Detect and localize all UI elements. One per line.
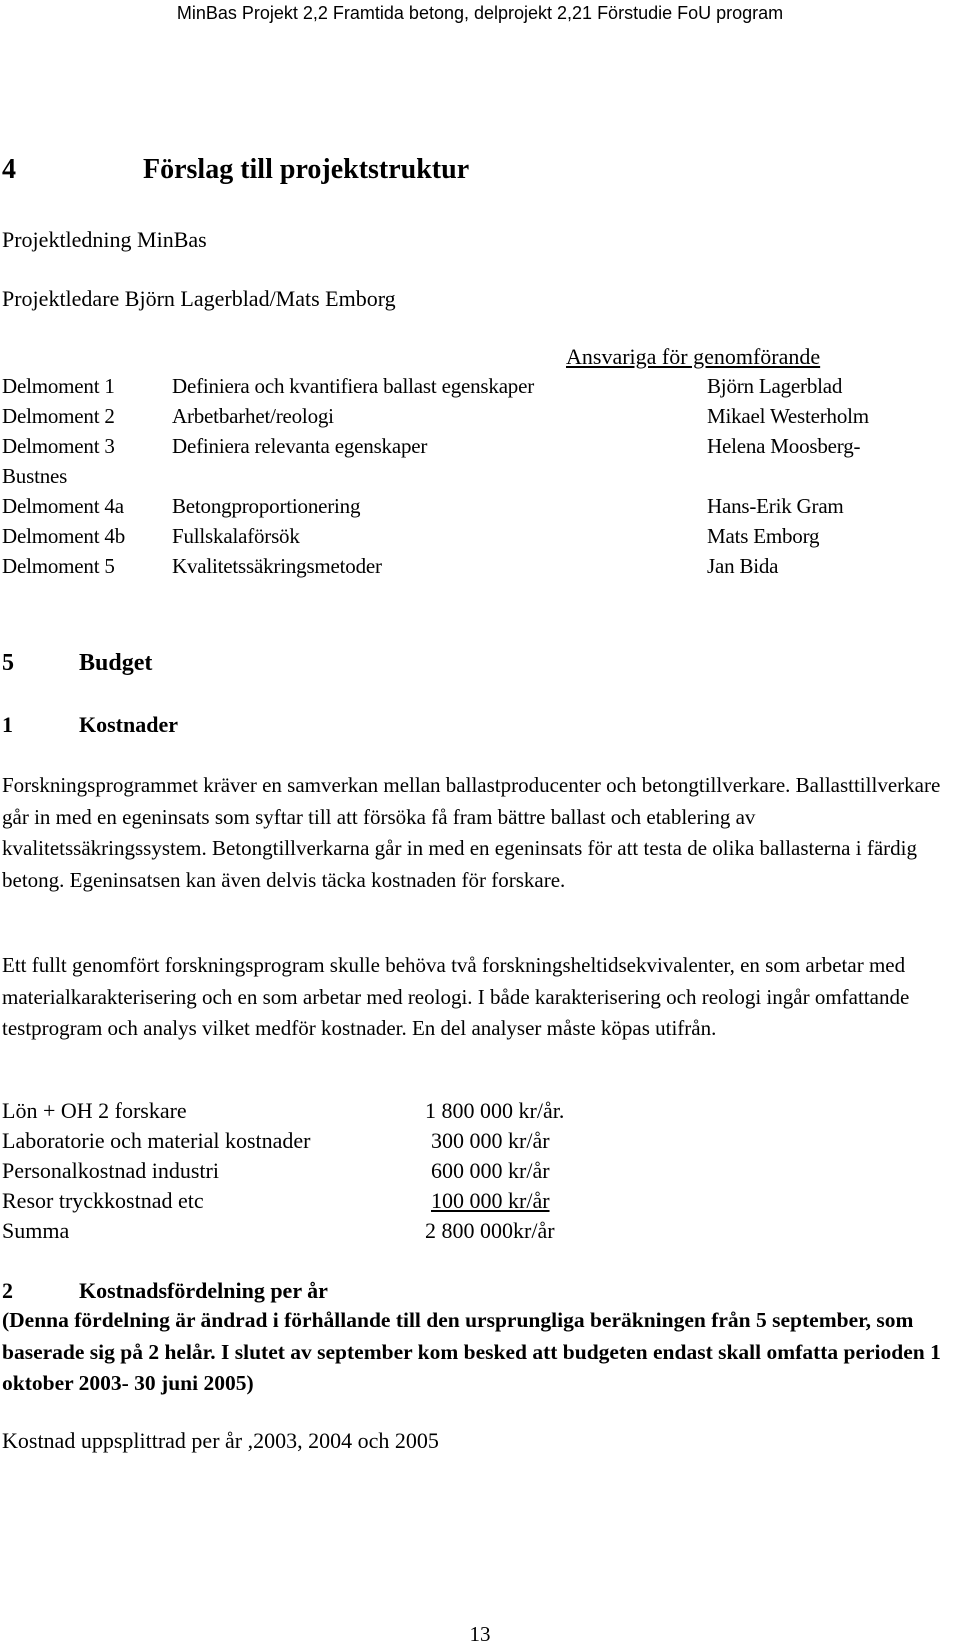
row-id: Delmoment 1 — [2, 374, 115, 398]
section-4-title: Förslag till projektstruktur — [143, 154, 470, 185]
row-id: Delmoment 5 — [2, 554, 115, 578]
cost-amount-total: 2 800 000kr/år — [425, 1218, 555, 1243]
cost-label: Laboratorie och material kostnader — [2, 1128, 311, 1153]
cost-label: Lön + OH 2 forskare — [2, 1098, 187, 1123]
row-task: Definiera relevanta egenskaper — [172, 434, 428, 458]
cost-label-total: Summa — [2, 1218, 70, 1243]
row-person: Jan Bida — [707, 554, 779, 578]
paragraph-research-program: Ett fullt genomfört forskningsprogram skulle behöva två forskningsheltidsekvivalenter, en som arbetar med materialkarakterisering och en som arbetar med reologi. I både karakterisering och reologi ingår omfattande testprogram och analys vilket medför kostnader. En del analyser måste köpas utifrån. — [2, 953, 910, 1040]
cost-amount: 600 000 kr/år — [431, 1158, 550, 1183]
row-task: Fullskalaförsök — [172, 524, 300, 548]
row-task: Arbetbarhet/reologi — [172, 404, 334, 428]
page-number: 13 — [469, 1622, 491, 1646]
project-lead-line: Projektledning MinBas — [2, 227, 207, 252]
row-person: Helena Moosberg- — [707, 434, 861, 458]
row-task: Definiera och kvantifiera ballast egenskaper — [172, 374, 535, 398]
paragraph-costs-intro: Forskningsprogrammet kräver en samverkan mellan ballastproducenter och betongtillverkare. Ballasttillverkare går in med en egeninsats som syftar till att försöka få fram bättre ballast och etablering av kvalitetssäkringssystem. Betongtillverkarna går in med en egeninsats för att testa de olika ballasterna i färdig betong. Egeninsatsen kan även delvis täcka kostnaden för forskare. — [2, 773, 941, 892]
row-id: Delmoment 4a — [2, 494, 124, 518]
row-task: Kvalitetssäkringsmetoder — [172, 554, 382, 578]
cost-amount: 100 000 kr/år — [431, 1188, 550, 1213]
row-id: Delmoment 2 — [2, 404, 115, 428]
section-5-number: 5 — [2, 650, 14, 676]
subsection-2-title: Kostnadsfördelning per år — [79, 1278, 328, 1303]
section-5-title: Budget — [79, 650, 153, 676]
row-person-continued: Bustnes — [2, 464, 68, 488]
row-person: Björn Lagerblad — [707, 374, 843, 398]
cost-label: Resor tryckkostnad etc — [2, 1188, 204, 1213]
subsection-1-title: Kostnader — [79, 712, 178, 737]
row-id: Delmoment 3 — [2, 434, 115, 458]
cost-amount: 1 800 000 kr/år. — [425, 1098, 565, 1123]
row-person: Hans-Erik Gram — [707, 494, 844, 518]
cost-label: Personalkostnad industri — [2, 1158, 219, 1183]
running-header: MinBas Projekt 2,2 Framtida betong, delprojekt 2,21 Förstudie FoU program — [176, 3, 784, 23]
budget-change-note: (Denna fördelning är ändrad i förhållande till den ursprungliga beräkningen från 5 september, som baserade sig på 2 helår. I slutet av september kom besked att budgeten endast skall omfatta perioden 1 oktober 2003- 30 juni 2005) — [2, 1308, 941, 1395]
section-4-number: 4 — [2, 154, 16, 185]
subsection-2-number: 2 — [2, 1278, 13, 1303]
row-person: Mikael Westerholm — [707, 404, 869, 428]
subsection-1-number: 1 — [2, 712, 13, 737]
row-person: Mats Emborg — [707, 524, 820, 548]
cost-amount: 300 000 kr/år — [431, 1128, 550, 1153]
row-id: Delmoment 4b — [2, 524, 125, 548]
cost-split-line: Kostnad uppsplittrad per år ,2003, 2004 och 2005 — [2, 1428, 439, 1453]
responsible-header: Ansvariga för genomförande — [566, 344, 821, 369]
project-leaders-line: Projektledare Björn Lagerblad/Mats Emborg — [2, 286, 396, 311]
row-task: Betongproportionering — [172, 494, 361, 518]
